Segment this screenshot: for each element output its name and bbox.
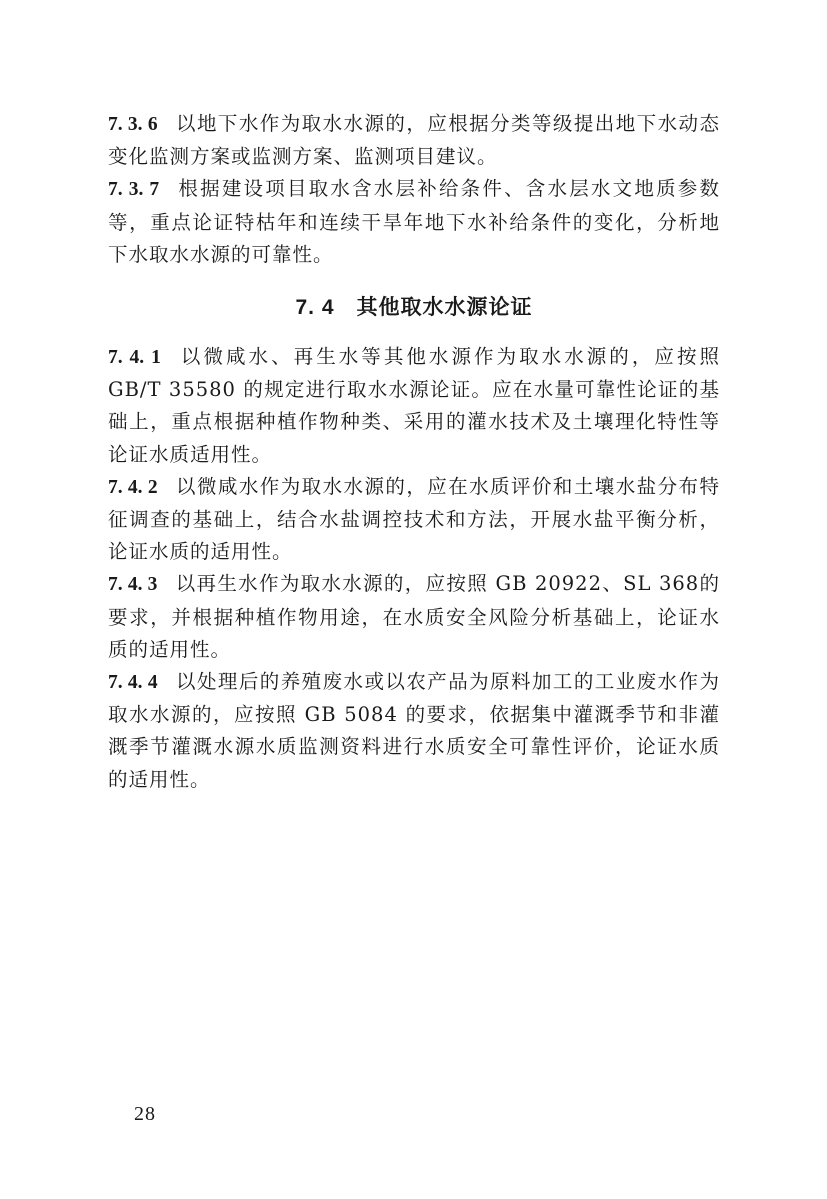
clause-7-4-4 (108, 666, 720, 796)
section-number: 7. 4 (295, 296, 335, 320)
clause-number: 7. 4. 2 (108, 476, 158, 498)
clause-text: 以处理后的养殖废水或以农产品为原料加工的工业废水作为取水水源的，应按照 GB 5084 的要求，依据集中灌溉季节和非灌溉季节灌溉水源水质监测资料进行水质安全可靠性评价，论证水质的适用性。 (108, 670, 720, 791)
clause-7-4-1 (108, 341, 720, 471)
document-body (108, 108, 720, 796)
section-title-text: 其他取水水源论证 (356, 295, 533, 320)
section-heading (108, 291, 720, 324)
clause-text: 以地下水作为取水水源的，应根据分类等级提出地下水动态变化监测方案或监测方案、监测项目建议。 (108, 112, 720, 169)
clause-7-3-6 (108, 108, 720, 173)
clause-number: 7. 4. 4 (108, 672, 158, 694)
clause-number: 7. 4. 3 (108, 574, 158, 596)
clause-text: 以微咸水作为取水水源的，应在水质评价和土壤水盐分布特征调查的基础上，结合水盐调控技术和方法，开展水盐平衡分析，论证水质的适用性。 (108, 474, 720, 564)
clause-number: 7. 3. 7 (108, 179, 160, 201)
clause-number: 7. 3. 6 (108, 114, 158, 135)
clause-7-4-2 (108, 471, 720, 569)
clause-text: 以微咸水、再生水等其他水源作为取水水源的，应按照GB/T 35580 的规定进行取水水源论证。应在水量可靠性论证的基础上，重点根据种植作物种类、采用的灌水技术及土壤理化特性等论证水质适用性。 (108, 345, 720, 466)
page-number: 28 (134, 1103, 156, 1125)
clause-number: 7. 4. 1 (108, 347, 161, 369)
clause-text: 以再生水作为取水水源的，应按照 GB 20922、SL 368的要求，并根据种植作物用途，在水质安全风险分析基础上，论证水质的适用性。 (108, 572, 720, 661)
clause-text: 根据建设项目取水含水层补给条件、含水层水文地质参数等，重点论证特枯年和连续干旱年地下水补给条件的变化，分析地下水取水水源的可靠性。 (108, 177, 720, 266)
clause-7-3-7 (108, 173, 720, 271)
clause-7-4-3 (108, 568, 720, 666)
